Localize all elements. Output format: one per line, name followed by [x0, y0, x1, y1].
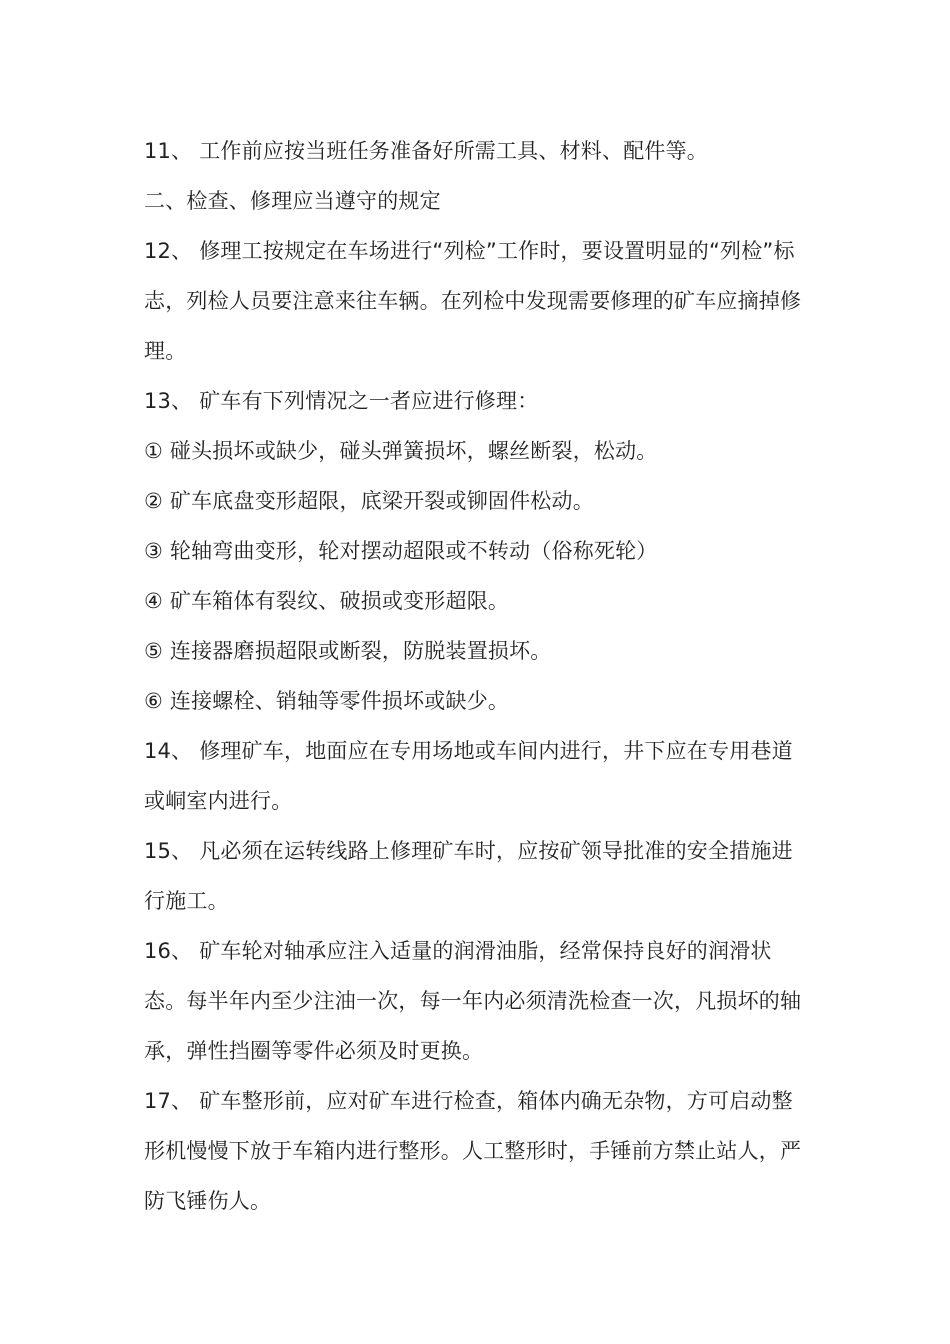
paragraph-item-13: 13、 矿车有下列情况之一者应进行修理：	[144, 389, 539, 413]
paragraph-item-14: 14、 修理矿车，地面应在专用场地或车间内进行，井下应在专用巷道或峒室内进行。	[144, 739, 793, 813]
list-item-2: ② 矿车底盘变形超限，底梁开裂或铆固件松动。	[144, 489, 594, 513]
document-body	[144, 126, 812, 1226]
list-item-3: ③ 轮轴弯曲变形，轮对摆动超限或不转动（俗称死轮）	[144, 539, 658, 563]
paragraph-item-16: 16、 矿车轮对轴承应注入适量的润滑油脂，经常保持良好的润滑状态。每半年内至少注油一次，每一年内必须清洗检查一次，凡损坏的轴承，弹性挡圈等零件必须及时更换。	[144, 939, 802, 1063]
paragraph-item-11: 11、 工作前应按当班任务准备好所需工具、材料、配件等。	[144, 139, 708, 163]
paragraph-item-17: 17、 矿车整形前，应对矿车进行检查，箱体内确无杂物，方可启动整形机慢慢下放于车箱内进行整形。人工整形时，手锤前方禁止站人，严防飞锤伤人。	[144, 1089, 802, 1213]
paragraph-item-12: 12、 修理工按规定在车场进行“列检”工作时，要设置明显的“列检”标志，列检人员要注意来往车辆。在列检中发现需要修理的矿车应摘掉修理。	[144, 239, 802, 363]
list-item-1: ① 碰头损坏或缺少，碰头弹簧损坏，螺丝断裂，松动。	[144, 439, 658, 463]
section-heading-inspection-rules: 二、检查、修理应当遵守的规定	[144, 189, 441, 213]
paragraph-item-15: 15、 凡必须在运转线路上修理矿车时，应按矿领导批准的安全措施进行施工。	[144, 839, 793, 913]
list-item-6: ⑥ 连接螺栓、销轴等零件损坏或缺少。	[144, 689, 510, 713]
list-item-4: ④ 矿车箱体有裂纹、破损或变形超限。	[144, 589, 510, 613]
list-item-5: ⑤ 连接器磨损超限或断裂，防脱装置损坏。	[144, 639, 552, 663]
